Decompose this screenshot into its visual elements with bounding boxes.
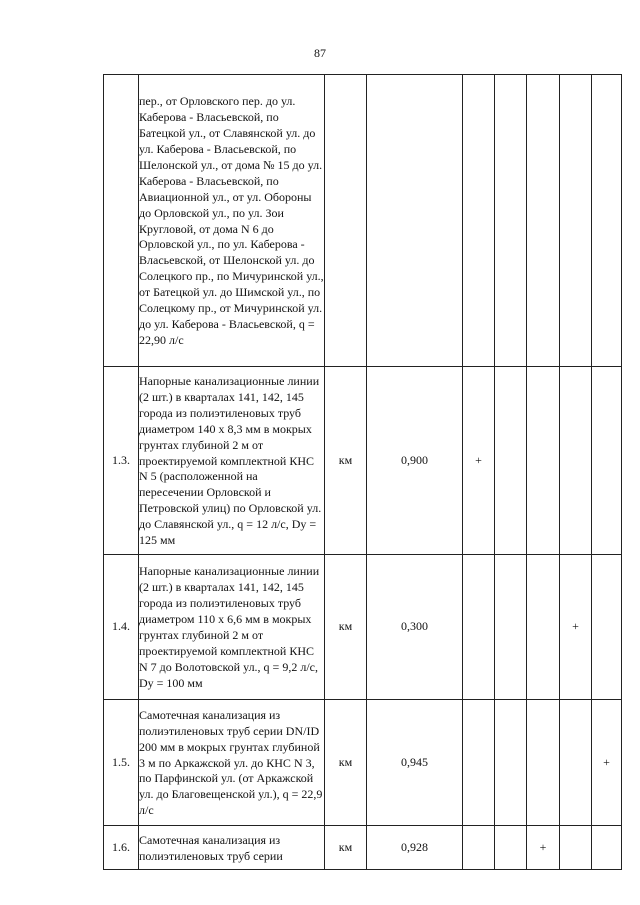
row-value: 0,928 [367, 826, 463, 870]
row-mark-4 [560, 367, 592, 555]
row-mark-4 [560, 700, 592, 826]
row-description-text: пер., от Орловского пер. до ул. Каберова - Власьевской, по Батецкой ул., от Славянской ул. до ул. Каберова - Власьевской, по Шелонской ул., от дома № 15 до ул. Каберова - Власьевской, по Авиационной ул., от ул. Обороны до Орловской ул., по ул. Зои Кругловой, от дома N 6 до Орловской ул., по ул. Каберова - Власьевской, от Шелонской ул. до Солецкого пр., по Мичуринской ул., от Батецкой ул. до Шимской ул., по Солецкому пр., от Мичуринской ул. до ул. Каберова - Власьевской, q = 22,90 л/с [139, 94, 324, 347]
row-mark-3: + [527, 826, 560, 870]
row-number: 1.6. [104, 826, 139, 870]
row-unit: км [325, 826, 367, 870]
row-mark-5 [592, 367, 622, 555]
row-value [367, 75, 463, 367]
row-number: 1.3. [104, 367, 139, 555]
row-mark-5 [592, 75, 622, 367]
row-mark-1 [463, 700, 495, 826]
row-description-text: Самотечная канализация из полиэтиленовых труб серии [139, 832, 283, 863]
row-unit [325, 75, 367, 367]
table-row [104, 555, 622, 700]
page-number: 87 [314, 46, 326, 60]
row-number: 1.4. [104, 555, 139, 700]
row-mark-4 [560, 75, 592, 367]
row-mark-2 [495, 555, 527, 700]
row-mark-3 [527, 700, 560, 826]
row-number [104, 75, 139, 367]
row-mark-5: + [592, 700, 622, 826]
row-unit: км [325, 367, 367, 555]
row-mark-2 [495, 75, 527, 367]
row-value: 0,300 [367, 555, 463, 700]
row-mark-4 [560, 826, 592, 870]
table-row [104, 826, 622, 870]
row-description-text: Напорные канализационные линии (2 шт.) в кварталах 141, 142, 145 города из полиэтиленовых труб диаметром 110 x 6,6 мм в мокрых грунтах глубиной 2 м от проектируемой комплектной КНС N 7 до Волотовской ул., q = 9,2 л/с, Dy = 100 мм [139, 564, 320, 690]
row-value: 0,945 [367, 700, 463, 826]
table-row [104, 75, 622, 367]
row-mark-2 [495, 826, 527, 870]
row-description [139, 555, 325, 700]
row-mark-5 [592, 826, 622, 870]
row-unit: км [325, 700, 367, 826]
row-mark-2 [495, 700, 527, 826]
row-mark-3 [527, 555, 560, 700]
row-description-text: Самотечная канализация из полиэтиленовых труб серии DN/ID 200 мм в мокрых грунтах глубиной 3 м по Аркажской ул. до КНС N 3, по Парфинской ул. (от Аркажской ул. до Благовещенской ул.), q = 22,9 л/с [139, 707, 323, 818]
row-description [139, 367, 325, 555]
row-description-text: Напорные канализационные линии (2 шт.) в кварталах 141, 142, 145 города из полиэтиленовых труб диаметром 140 x 8,3 мм в мокрых грунтах глубиной 2 м от проектируемой комплектной КНС N 5 (расположенной на пересечении Орловской и Петровской улиц) по Орловской ул. до Славянской ул., q = 12 л/с, Dy = 125 мм [139, 374, 322, 548]
row-unit: км [325, 555, 367, 700]
row-mark-2 [495, 367, 527, 555]
works-table [103, 74, 622, 870]
table-row [104, 367, 622, 555]
row-mark-1 [463, 826, 495, 870]
row-mark-4: + [560, 555, 592, 700]
row-mark-3 [527, 75, 560, 367]
table-row [104, 700, 622, 826]
row-mark-1 [463, 555, 495, 700]
row-description [139, 75, 325, 367]
row-number: 1.5. [104, 700, 139, 826]
row-description [139, 700, 325, 826]
row-description [139, 826, 325, 870]
row-mark-5 [592, 555, 622, 700]
row-mark-3 [527, 367, 560, 555]
row-value: 0,900 [367, 367, 463, 555]
row-mark-1 [463, 75, 495, 367]
row-mark-1: + [463, 367, 495, 555]
